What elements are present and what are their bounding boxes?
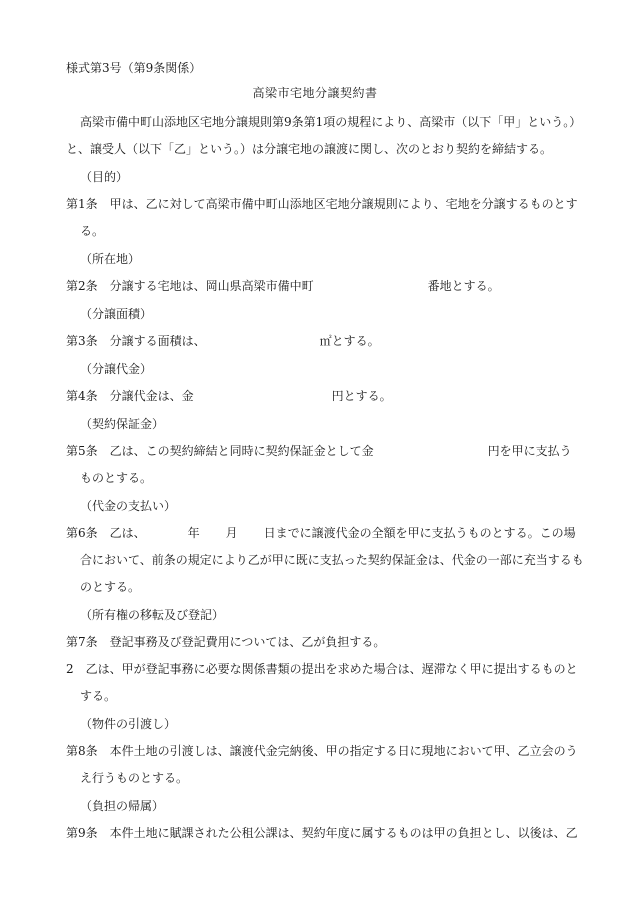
article-3-heading: （分譲面積） bbox=[80, 307, 153, 321]
article-2-pre: 第2条 分譲する宅地は、岡山県高梁市備中町 bbox=[66, 279, 314, 293]
article-6-line-1 bbox=[66, 525, 576, 541]
article-6-pre: 第6条 乙は、 bbox=[66, 526, 146, 540]
article-4-pre: 第4条 分譲代金は、金 bbox=[66, 389, 194, 403]
article-8-heading: （物件の引渡し） bbox=[80, 717, 177, 731]
article-8-line-2: え行うものとする。 bbox=[80, 771, 189, 785]
document-title: 高梁市宅地分譲契約書 bbox=[252, 86, 378, 100]
article-8-line-1: 第8条 本件土地の引渡しは、譲渡代金完納後、甲の指定する日に現地において甲、乙立会のう bbox=[66, 744, 578, 758]
article-5-pre: 第5条 乙は、この契約締結と同時に契約保証金として金 bbox=[66, 444, 374, 458]
article-3-text bbox=[66, 333, 380, 349]
article-4-post: 円とする。 bbox=[331, 389, 392, 403]
article-4-heading: （分譲代金） bbox=[80, 362, 153, 376]
article-7-heading: （所有権の移転及び登記） bbox=[80, 608, 225, 622]
article-2-post: 番地とする。 bbox=[427, 279, 500, 293]
article-7-para-2-line-2: する。 bbox=[80, 689, 117, 703]
article-1-line-2: る。 bbox=[80, 224, 105, 238]
preamble-line-2: と、譲受人（以下「乙」という。）は分譲宅地の譲渡に関し、次のとおり契約を締結する。 bbox=[66, 142, 553, 156]
article-2-heading: （所在地） bbox=[80, 252, 141, 266]
form-label: 様式第3号（第9条関係） bbox=[66, 61, 202, 75]
preamble-line-1: 高梁市備中町山添地区宅地分譲規則第9条第1項の規程により、高梁市（以下「甲」という。） bbox=[80, 115, 582, 129]
article-2-text bbox=[66, 278, 500, 294]
article-5-heading: （契約保証金） bbox=[80, 417, 165, 431]
article-6-year: 年 bbox=[187, 526, 200, 540]
article-1-line-1: 第1条 甲は、乙に対して高梁市備中町山添地区宅地分譲規則により、宅地を分譲するものとす bbox=[66, 197, 578, 211]
article-3-pre: 第3条 分譲する面積は、 bbox=[66, 334, 206, 348]
article-5-line-2: ものとする。 bbox=[80, 471, 153, 485]
article-9-heading: （負担の帰属） bbox=[80, 799, 165, 813]
article-6-month: 月 bbox=[225, 526, 238, 540]
article-6-post: 日までに譲渡代金の全額を甲に支払うものとする。この場 bbox=[263, 526, 576, 540]
article-5-line-1 bbox=[66, 443, 572, 459]
article-6-line-3: のとする。 bbox=[80, 580, 141, 594]
article-6-line-2: 合において、前条の規定により乙が甲に既に支払った契約保証金は、代金の一部に充当するも bbox=[80, 553, 584, 567]
article-7-para-2-line-1: 2 乙は、甲が登記事務に必要な関係書類の提出を求めた場合は、遅滞なく甲に提出するものと bbox=[66, 662, 578, 676]
article-3-post: ㎡とする。 bbox=[319, 334, 380, 348]
article-9-line-1: 第9条 本件土地に賦課された公租公課は、契約年度に属するものは甲の負担とし、以後は、乙 bbox=[66, 826, 578, 840]
article-1-heading: （目的） bbox=[80, 170, 129, 184]
article-7-line-1: 第7条 登記事務及び登記費用については、乙が負担する。 bbox=[66, 635, 386, 649]
article-4-text bbox=[66, 388, 392, 404]
article-5-post: 円を甲に支払う bbox=[487, 444, 572, 458]
article-6-heading: （代金の支払い） bbox=[80, 499, 177, 513]
